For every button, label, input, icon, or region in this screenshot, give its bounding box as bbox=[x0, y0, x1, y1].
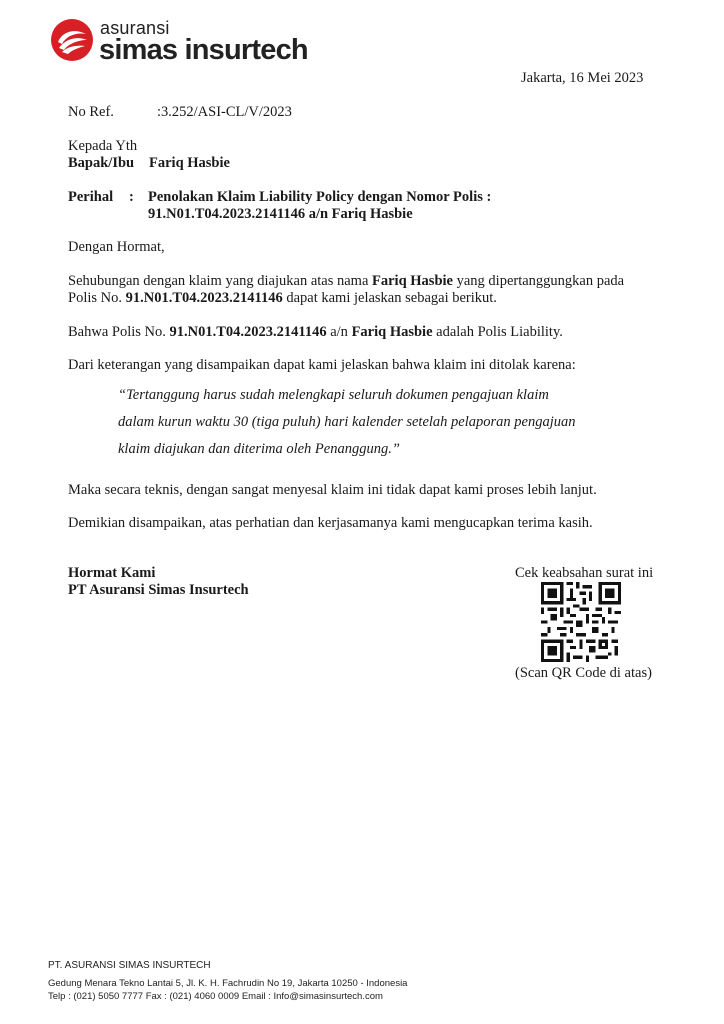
p2-policy-number: 91.N01.T04.2023.2141146 bbox=[169, 324, 327, 340]
paragraph-2 bbox=[68, 323, 563, 341]
subject-line-2: 91.N01.T04.2023.2141146 a/n Fariq Hasbie bbox=[148, 206, 413, 222]
verify-label: Cek keabsahan surat ini bbox=[515, 565, 654, 581]
paragraph-3: Dari keterangan yang disampaikan dapat kami jelaskan bahwa klaim ini ditolak karena: bbox=[68, 357, 576, 373]
p1-text: yang dipertanggungkan pada bbox=[452, 273, 625, 289]
p1-insured-name: Fariq Hasbie bbox=[372, 273, 453, 289]
footer-company: PT. ASURANSI SIMAS INSURTECH bbox=[48, 960, 211, 971]
p1-policy-number: 91.N01.T04.2023.2141146 bbox=[125, 290, 283, 306]
qr-code-icon[interactable] bbox=[540, 582, 622, 662]
paragraph-1-line-2 bbox=[68, 289, 497, 307]
ref-label: No Ref. bbox=[68, 104, 114, 120]
quote-line-1: “Tertanggung harus sudah melengkapi seluruh dokumen pengajuan klaim bbox=[118, 387, 549, 403]
quote-line-2: dalam kurun waktu 30 (tiga puluh) hari kalender setelah pelaporan pengajuan bbox=[118, 414, 576, 430]
recipient-name: Fariq Hasbie bbox=[149, 155, 230, 171]
logo-small-text: asuransi bbox=[100, 18, 170, 38]
footer-contact: Telp : (021) 5050 7777 Fax : (021) 4060 0009 Email : Info@simasinsurtech.com bbox=[48, 991, 383, 1002]
paragraph-4: Maka secara teknis, dengan sangat menyesal klaim ini tidak dapat kami proses lebih lanjut. bbox=[68, 482, 597, 498]
logo-main-text: simas insurtech bbox=[99, 34, 308, 66]
scan-label: (Scan QR Code di atas) bbox=[515, 665, 652, 681]
greeting: Dengan Hormat, bbox=[68, 239, 165, 255]
recipient-title: Bapak/Ibu bbox=[68, 155, 135, 171]
p1-text: dapat kami jelaskan sebagai berikut. bbox=[282, 290, 497, 306]
footer-address: Gedung Menara Tekno Lantai 5, Jl. K. H. Fachrudin No 19, Jakarta 10250 - Indonesia bbox=[48, 978, 408, 989]
p2-text: a/n bbox=[326, 324, 352, 340]
subject-label: Perihal bbox=[68, 189, 114, 205]
paragraph-1-line-1 bbox=[68, 272, 624, 290]
closing-regards: Hormat Kami bbox=[68, 565, 156, 581]
p2-insured-name: Fariq Hasbie bbox=[351, 324, 433, 340]
p2-text: adalah Polis Liability. bbox=[432, 324, 563, 340]
paragraph-5: Demikian disampaikan, atas perhatian dan kerjasamanya kami mengucapkan terima kasih. bbox=[68, 515, 593, 531]
subject-line-1: Penolakan Klaim Liability Policy dengan Nomor Polis : bbox=[148, 189, 492, 205]
p2-text: Bahwa Polis No. bbox=[68, 324, 170, 340]
p1-text: Sehubungan dengan klaim yang diajukan atas nama bbox=[68, 273, 373, 289]
subject-colon: : bbox=[129, 189, 134, 205]
letter-date: Jakarta, 16 Mei 2023 bbox=[521, 70, 644, 86]
to-label: Kepada Yth bbox=[68, 138, 138, 154]
p1-text: Polis No. bbox=[68, 290, 126, 306]
closing-company: PT Asuransi Simas Insurtech bbox=[68, 582, 249, 598]
company-logo-icon bbox=[50, 18, 94, 62]
quote-line-3: klaim diajukan dan diterima oleh Penanggung.” bbox=[118, 441, 400, 457]
ref-value: :3.252/ASI-CL/V/2023 bbox=[157, 104, 292, 120]
